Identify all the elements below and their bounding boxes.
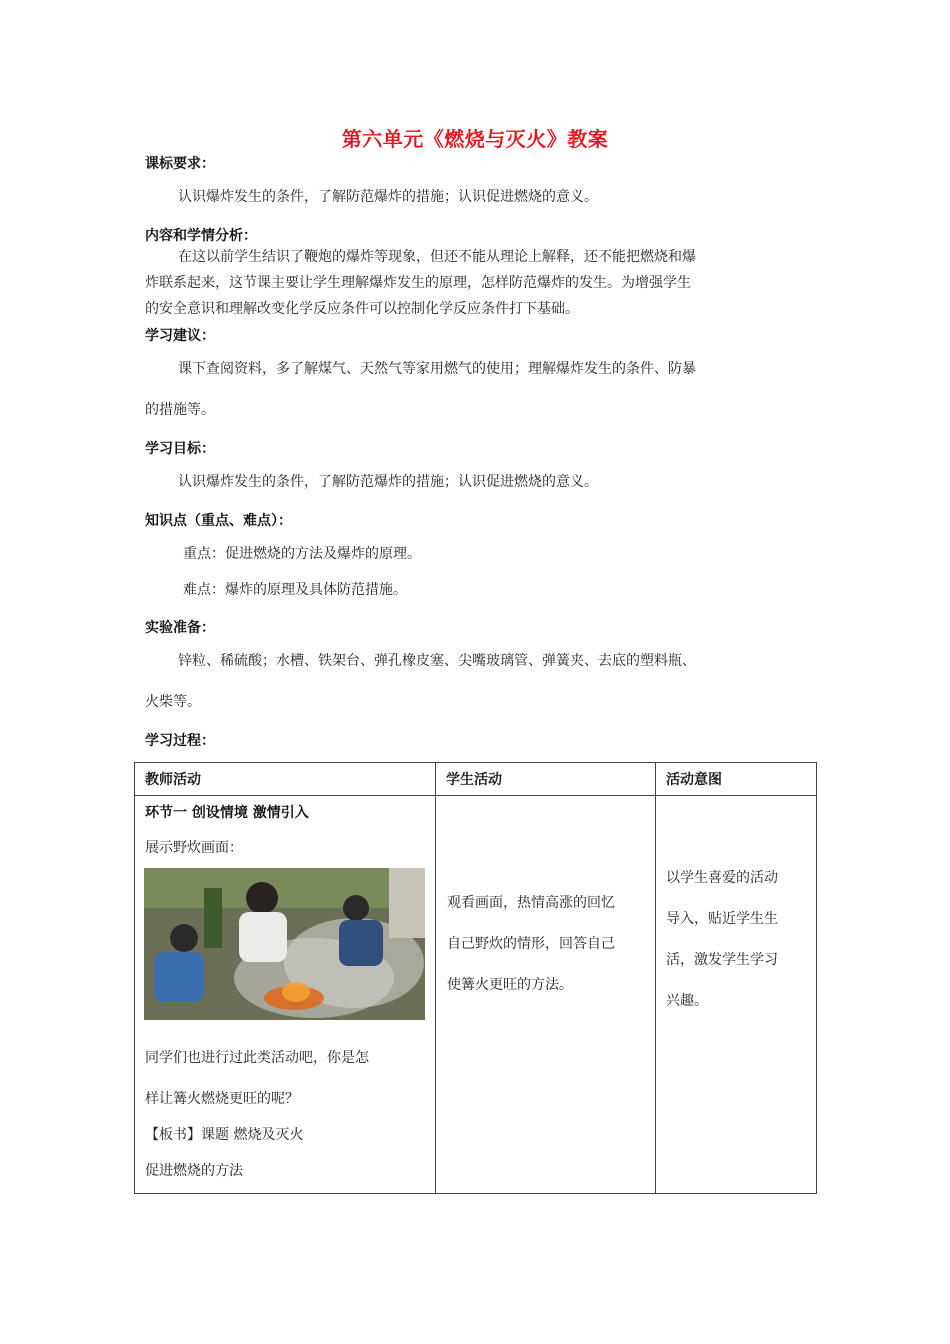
question-line-2: 样让篝火燃烧更旺的呢？ [145, 1091, 299, 1107]
analysis-heading: 内容和学情分析： [145, 228, 257, 244]
analysis-line-2: 炸联系起来，这节课主要让学生理解爆炸发生的原理，怎样防范爆炸的发生。为增强学生 [145, 275, 691, 291]
keypoints-difficult: 难点：爆炸的原理及具体防范措施。 [183, 582, 407, 598]
stage-title: 环节一 创设情境 激情引入 [145, 805, 309, 821]
page-title: 第六单元《燃烧与灭火》教案 [341, 127, 609, 151]
process-table [134, 762, 817, 1194]
curriculum-heading: 课标要求： [145, 156, 215, 172]
student-line-1: 观看画面，热情高涨的回忆 [447, 895, 615, 911]
table-header-row [135, 763, 817, 796]
suggestion-line-2: 的措施等。 [145, 402, 215, 418]
intent-line-1: 以学生喜爱的活动 [666, 870, 778, 886]
process-heading: 学习过程： [145, 733, 215, 749]
campfire-photo [144, 868, 425, 1020]
intent-line-4: 兴趣。 [666, 993, 708, 1009]
analysis-line-3: 的安全意识和理解改变化学反应条件可以控制化学反应条件打下基础。 [145, 301, 579, 317]
keypoints-key: 重点：促进燃烧的方法及爆炸的原理。 [183, 546, 421, 562]
analysis-line-1: 在这以前学生结识了鞭炮的爆炸等现象，但还不能从理论上解释，还不能把燃烧和爆 [178, 249, 696, 265]
header-intent: 活动意图 [666, 772, 722, 788]
materials-line-1: 锌粒、稀硫酸；水槽、铁架台、弹孔橡皮塞、尖嘴玻璃管、弹簧夹、去底的塑料瓶、 [178, 653, 696, 669]
suggestion-heading: 学习建议： [145, 328, 215, 344]
suggestion-line-1: 课下查阅资料，多了解煤气、天然气等家用燃气的使用；理解爆炸发生的条件、防暴 [178, 361, 696, 377]
student-line-3: 使篝火更旺的方法。 [447, 977, 573, 993]
intent-line-2: 导入，贴近学生生 [666, 911, 778, 927]
question-line-1: 同学们也进行过此类活动吧，你是怎 [145, 1050, 369, 1066]
show-text: 展示野炊画面： [145, 840, 243, 856]
curriculum-text: 认识爆炸发生的条件，了解防范爆炸的措施；认识促进燃烧的意义。 [178, 189, 598, 205]
materials-line-2: 火柴等。 [145, 694, 201, 710]
header-student: 学生活动 [446, 772, 502, 788]
campfire-image-icon [144, 868, 425, 1020]
student-line-2: 自己野炊的情形，回答自己 [447, 936, 615, 952]
intent-line-3: 活，激发学生学习 [666, 952, 778, 968]
table-row [135, 796, 817, 1194]
keypoints-heading: 知识点（重点、难点）： [145, 513, 292, 529]
goals-heading: 学习目标： [145, 441, 215, 457]
board-text: 【板书】课题 燃烧及灭火 [145, 1127, 304, 1143]
materials-heading: 实验准备： [145, 620, 215, 636]
method-text: 促进燃烧的方法 [145, 1163, 243, 1179]
goals-text: 认识爆炸发生的条件，了解防范爆炸的措施；认识促进燃烧的意义。 [178, 474, 598, 490]
header-teacher: 教师活动 [145, 772, 201, 788]
